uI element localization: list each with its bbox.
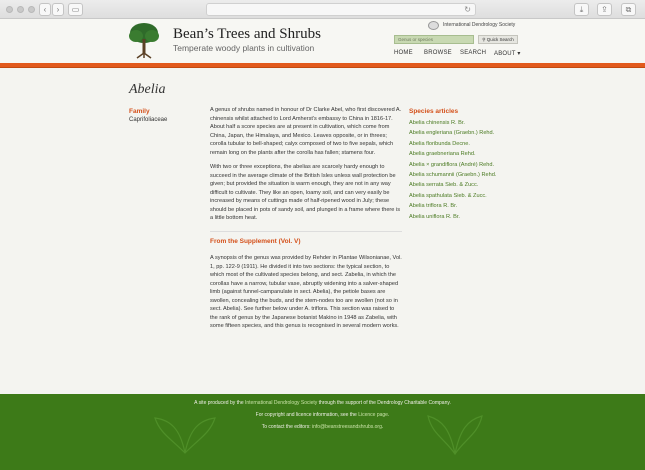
footer-licence-text: . (387, 412, 390, 418)
tabs-icon[interactable]: ⧉ (621, 3, 636, 16)
search-input[interactable]: Genus or species (394, 35, 474, 44)
paragraph-intro: A genus of shrubs named in honour of Dr Clarke Abel, who first discovered A. chinensis whilst attached to Lord Amherst’s embassy to China in 1816-17. About half a score species are at present in cultivation, which come from China, Japan, the Himalaya, and Mexico. Leaves opposite, or in threes; corolla tubular to bell-shaped; calyx composed of two to five sepals, which remain long on the plants after the corolla has fallen; stamens four. (210, 107, 402, 156)
nav-browse[interactable]: BROWSE (424, 50, 452, 56)
browser-toolbar (0, 0, 645, 19)
sidebar-icon[interactable]: ▭ (68, 3, 83, 16)
window-minimize-icon[interactable] (17, 6, 24, 13)
nav-search[interactable]: SEARCH (460, 50, 487, 56)
society-name[interactable]: International Dendrology Society (443, 22, 516, 28)
species-articles-heading: Species articles (409, 108, 459, 115)
paragraph-supplement: A synopsis of the genus was provided by Rehder in Plantae Wilsonianae, Vol. 1, pp. 122-9 (1911). He divided it into two sections: the typical section, to which most of the cultivated species belong, and sect. Zabelia, in which the corollas have a narrow, tubular vase, abruptly widening into a salver-shaped limb (against funnel-campanulate in sect. Abelia), the petiole bases are swollen, concealing the buds, and the stem-nodes too are swollen (not so in sect. Abelia). See further below under A. triflora. This section was raised to the rank of genus by the Japanese botanist Makino in 1948 as Zabelia, with some fifteen species, and this genus is recognised in several modern works. (210, 255, 402, 329)
footer-licence (0, 412, 645, 418)
contact-email-link[interactable]: info@beanstreesandshrubs.org (312, 424, 382, 430)
genus-description (210, 106, 402, 337)
download-icon[interactable]: ⤓ (574, 3, 589, 16)
site-header (0, 19, 645, 63)
footer-contact-text: . (381, 424, 384, 430)
quick-search-button[interactable] (478, 35, 518, 44)
footer-licence-text: For copyright and licence information, see the (255, 412, 359, 418)
header-accent-bar (0, 63, 645, 68)
address-bar[interactable] (206, 3, 476, 16)
family-value: Caprifoliaceae (129, 117, 168, 123)
back-button[interactable]: ‹ (39, 3, 51, 16)
species-list (409, 118, 529, 222)
footer-contact (0, 424, 645, 430)
footer-credit-text: through the support of the Dendrology Charitable Company. (317, 400, 451, 406)
site-footer (0, 394, 645, 470)
species-link[interactable]: Abelia graebneriana Rehd. (409, 151, 476, 158)
site-subtitle: Temperate woody plants in cultivation (173, 43, 315, 53)
site-title[interactable]: Bean’s Trees and Shrubs (173, 26, 321, 42)
forward-button[interactable]: › (52, 3, 64, 16)
species-link[interactable]: Abelia × grandiflora (André) Rehd. (409, 161, 495, 168)
window-close-icon[interactable] (6, 6, 13, 13)
nav-home[interactable]: HOME (394, 50, 413, 56)
family-heading: Family (129, 108, 150, 115)
species-link[interactable]: Abelia uniflora R. Br. (409, 213, 460, 220)
paragraph-cultivation: With two or three exceptions, the abelias are scarcely hardy enough to succeed in the average climate of the British Isles unless wall protection be given; but provided the situation is warm enough, they are not in any way difficult to cultivate. They like an open, loamy soil, and can very easily be increased by means of cuttings made of half-ripened wood in July; these should be placed in pots of sandy soil, and plunged in a frame where there is a little bottom heat. (210, 164, 400, 221)
supplement-heading: From the Supplement (Vol. V) (210, 231, 402, 247)
tree-logo-icon[interactable] (128, 21, 160, 59)
window-zoom-icon[interactable] (28, 6, 35, 13)
footer-credit-text: A site produced by the (194, 400, 245, 406)
ids-link[interactable]: International Dendrology Society (245, 400, 318, 406)
species-link[interactable]: Abelia engleriana (Graebn.) Rehd. (409, 130, 495, 137)
species-link[interactable]: Abelia chinensis R. Br. (409, 120, 465, 126)
society-logo-icon[interactable] (428, 21, 439, 30)
species-link[interactable]: Abelia floribunda Decne. (409, 140, 470, 147)
species-link[interactable]: Abelia serrata Sieb. & Zucc. (409, 182, 479, 189)
quick-search-label: Quick Search (486, 37, 514, 42)
species-link[interactable]: Abelia spathulata Sieb. & Zucc. (409, 192, 487, 199)
share-icon[interactable]: ⇪ (597, 3, 612, 16)
reload-icon[interactable]: ↻ (464, 5, 471, 14)
footer-contact-text: To contact the editors: (261, 424, 313, 430)
page-title: Abelia (129, 82, 166, 97)
search-icon: ⚲ (482, 37, 486, 42)
footer-credit (0, 400, 645, 406)
licence-link[interactable]: Licence page (358, 412, 388, 418)
species-link[interactable]: Abelia schumannii (Graebn.) Rehd. (409, 172, 497, 179)
species-link[interactable]: Abelia triflora R. Br. (409, 203, 458, 210)
nav-about[interactable]: ABOUT ▾ (494, 51, 521, 57)
